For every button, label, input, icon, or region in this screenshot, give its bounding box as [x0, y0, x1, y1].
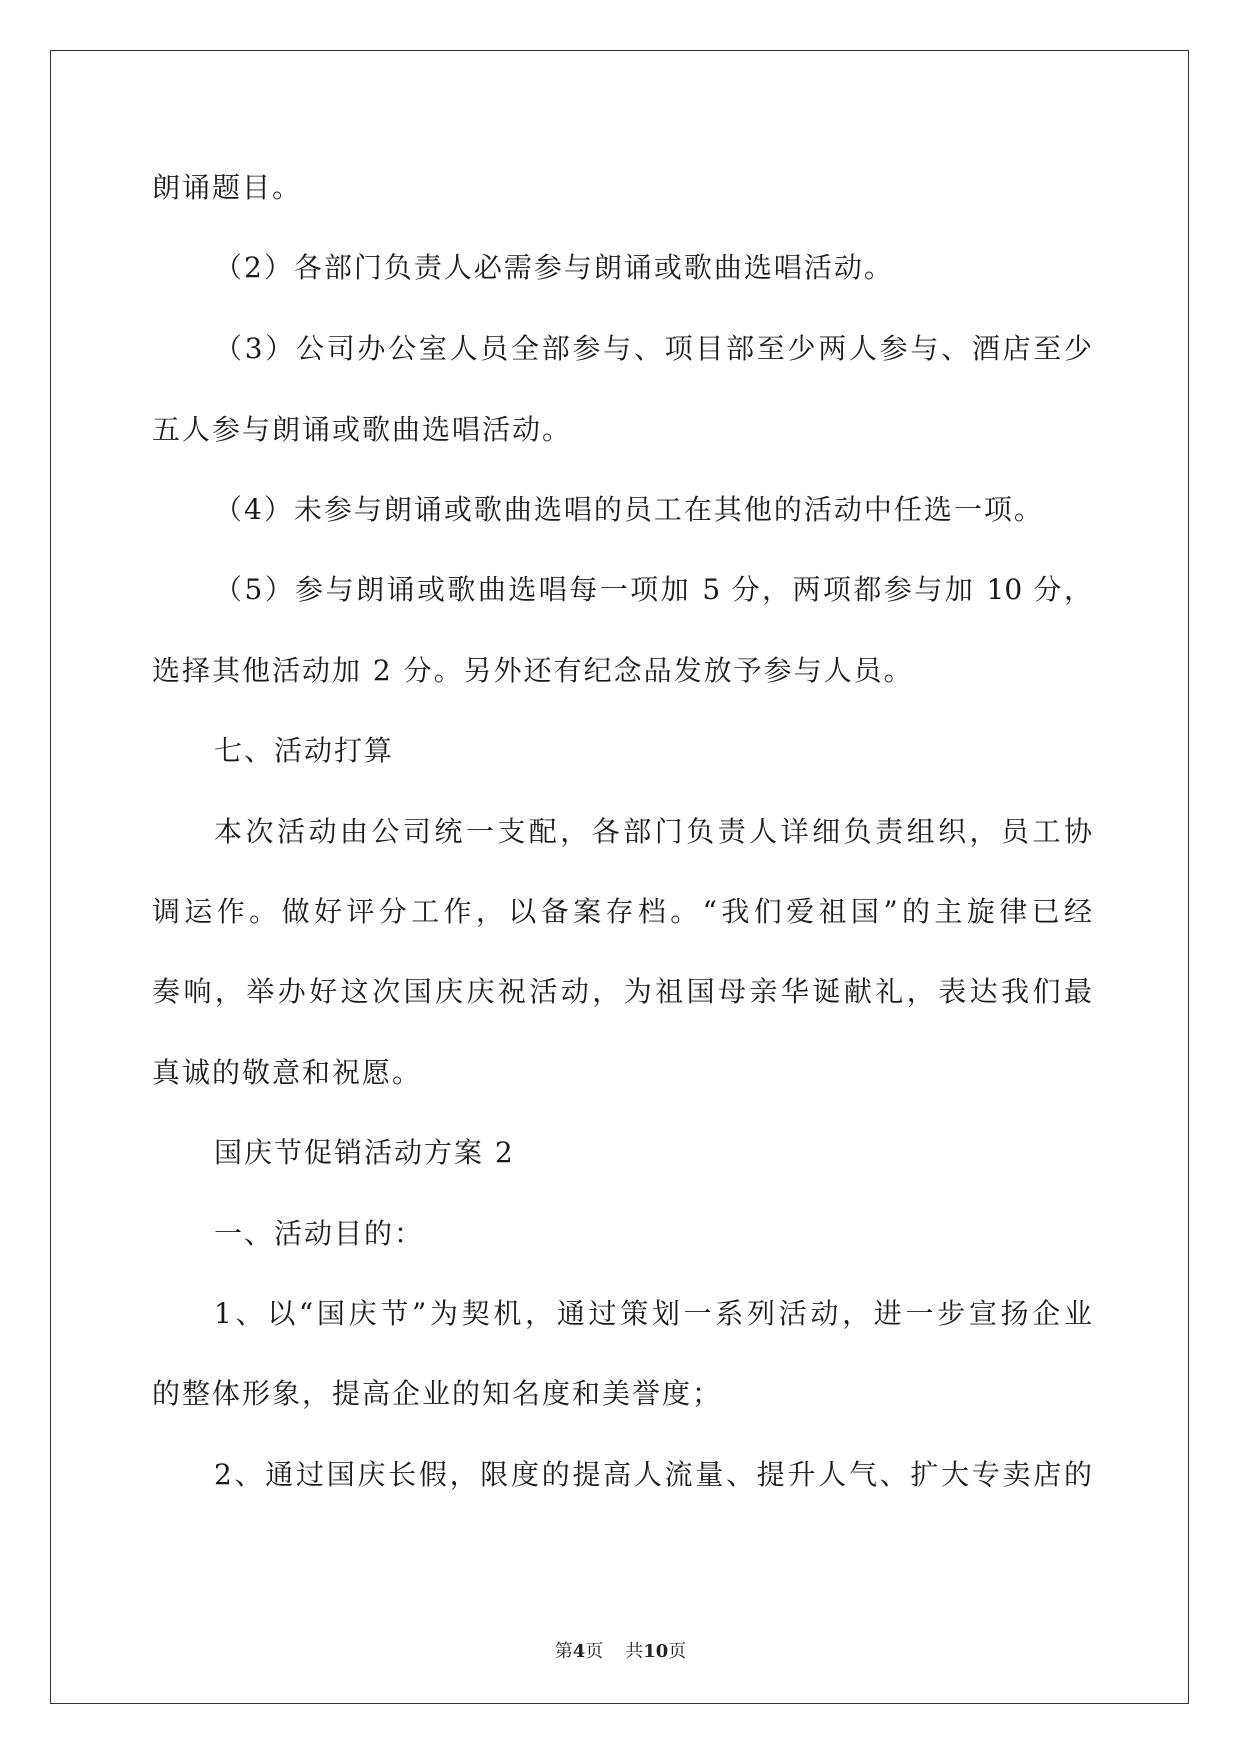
page-footer: [0, 1640, 1241, 1664]
paragraph-line: （2）各部门负责人必需参与朗诵或歌曲选唱活动。: [214, 251, 894, 284]
footer-page-suffix: 页: [585, 1641, 604, 1662]
paragraph-line: 1、以“国庆节”为契机，通过策划一系列活动，进一步宣扬企业: [214, 1297, 1092, 1330]
paragraph-line: 五人参与朗诵或歌曲选唱活动。: [152, 413, 573, 446]
paragraph-line: 调运作。做好评分工作，以备案存档。“我们爱祖国”的主旋律已经: [152, 895, 1092, 928]
total-pages: 10: [643, 1641, 669, 1662]
paragraph-line: 真诚的敬意和祝愿。: [152, 1056, 423, 1089]
footer-total-suffix: 页: [668, 1641, 687, 1662]
footer-prefix: 第: [554, 1641, 573, 1662]
footer-total-prefix: 共: [625, 1641, 644, 1662]
paragraph-line: 朗诵题目。: [152, 171, 303, 204]
section-heading: 七、活动打算: [214, 734, 395, 767]
paragraph-line: 2、通过国庆长假，限度的提高人流量、提升人气、扩大专卖店的: [214, 1458, 1092, 1491]
paragraph-line: 奏响，举办好这次国庆庆祝活动，为祖国母亲华诞献礼，表达我们最: [152, 975, 1092, 1008]
paragraph-line: 选择其他活动加 2 分。另外还有纪念品发放予参与人员。: [152, 654, 914, 687]
paragraph-line: （3）公司办公室人员全部参与、项目部至少两人参与、酒店至少: [214, 332, 1092, 365]
paragraph-line: （5）参与朗诵或歌曲选唱每一项加 5 分，两项都参与加 10 分，: [214, 573, 1092, 606]
section-heading: 一、活动目的：: [214, 1217, 425, 1250]
paragraph-line: （4）未参与朗诵或歌曲选唱的员工在其他的活动中任选一项。: [214, 493, 1044, 526]
paragraph-line: 的整体形象，提高企业的知名度和美誉度；: [152, 1377, 723, 1410]
page-number: 4: [572, 1641, 586, 1662]
document-subtitle: 国庆节促销活动方案 2: [214, 1136, 515, 1169]
paragraph-line: 本次活动由公司统一支配，各部门负责人详细负责组织，员工协: [214, 815, 1092, 848]
